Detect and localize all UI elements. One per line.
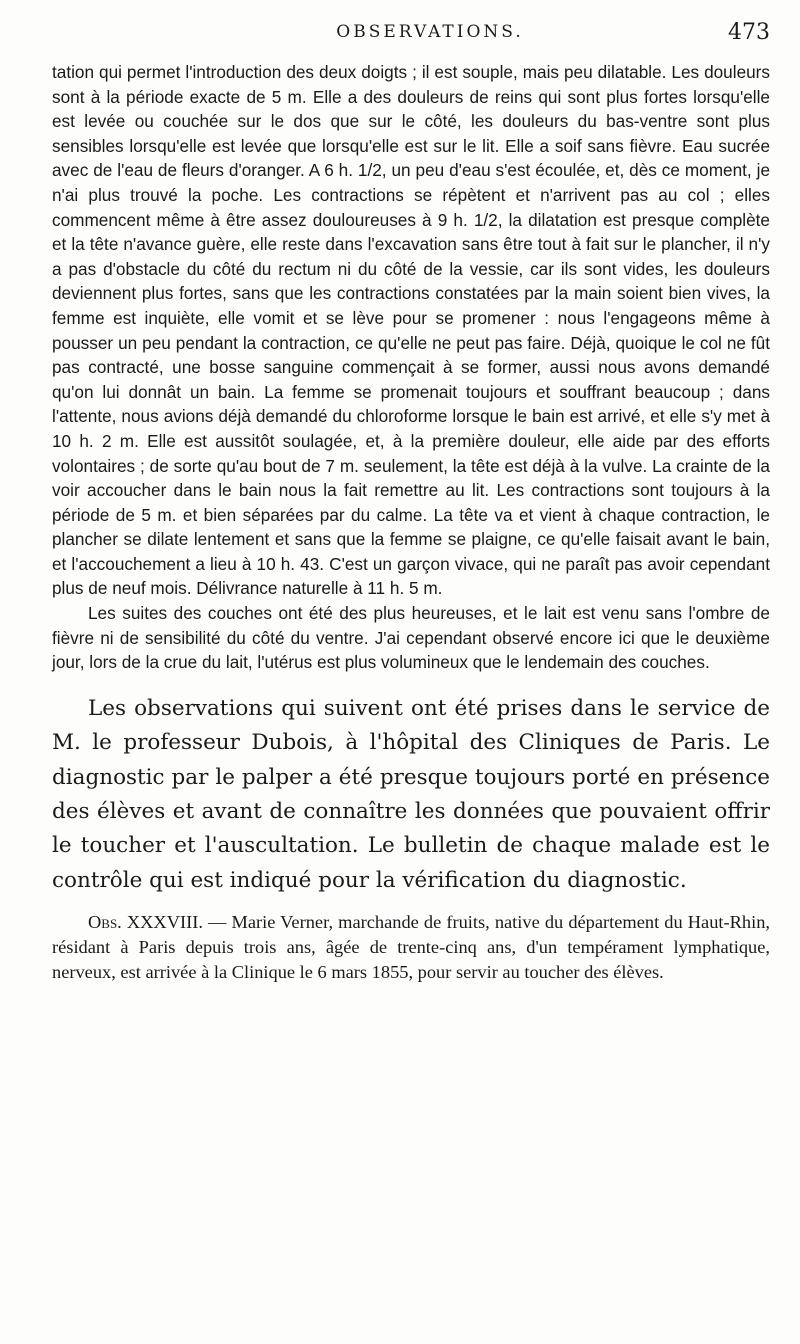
paragraph-observation-38 — [52, 910, 770, 985]
running-title: OBSERVATIONS. — [336, 22, 524, 42]
page-number: 473 — [728, 20, 770, 45]
paragraph-suites-couches: Les suites des couches ont été des plus heureuses, et le lait est venu sans l'ombre de fièvre ni de sensibilité du côté du ventre. J'ai cependant observé encore ici que le deuxième jour, lors de la crue du lait, l'utérus est plus volumineux que le lendemain des couches. — [52, 603, 770, 673]
page-header — [90, 20, 770, 56]
observation-text: — Marie Verner, marchande de fruits, native du département du Haut-Rhin, résidant à Paris depuis trois ans, âgée de trente-cinq ans, d'un tempérament lymphatique, nerveux, est arrivée à la Clinique le 6 mars 1855, pour servir au toucher des élèves. — [52, 912, 770, 983]
paragraph-introduction-observations: Les observations qui suivent ont été prises dans le service de M. le professeur Dubois, à l'hôpital des Cliniques de Paris. Le diagnostic par le palper a été presque toujours porté en présence des élèves et avant de connaître les données que pouvaient offrir le toucher et l'auscultation. Le bulletin de chaque malade est le contrôle qui est indiqué pour la vérification du diagnostic. — [52, 695, 770, 893]
body-text — [52, 60, 770, 985]
observation-label: Obs. XXXVIII. — [88, 912, 203, 933]
paragraph-continuation: tation qui permet l'introduction des deux doigts ; il est souple, mais peu dilatable. Les douleurs sont à la période exacte de 5 m. Elle a des douleurs de reins qui sont plus fortes lorsqu'elle est levée ou couchée sur le dos que sur le côté, les douleurs du bas-ventre sont plus sensibles lorsqu'elle est levée que lorsqu'elle est sur le lit. Elle a soif sans fièvre. Eau sucrée avec de l'eau de fleurs d'oranger. A 6 h. 1/2, un peu d'eau s'est écoulée, et, dès ce moment, je n'ai plus trouvé la poche. Les contractions se répètent et n'arrivent pas au col ; elles commencent même à être assez douloureuses à 9 h. 1/2, la dilatation est presque complète et la tête n'avance guère, elle reste dans l'excavation sans être tout à fait sur le plancher, il n'y a pas d'obstacle du côté du rectum ni du côté de la vessie, car ils sont vides, les douleurs deviennent plus fortes, sans que les contractions constatées par la main soient bien vives, la femme est inquiète, elle vomit et se lève pour se promener : nous l'engageons même à pousser un peu pendant la contraction, ce qu'elle ne peut pas faire. Déjà, quoique le col ne fût pas contracté, une bosse sanguine commençait à se former, aussi nous avons demandé qu'on lui donnât un bain. La femme se promenait toujours et souffrant beaucoup ; dans l'attente, nous avions déjà demandé du chloroforme lorsque le bain est arrivé, et elle s'y met à 10 h. 2 m. Elle est aussitôt soulagée, et, à la première douleur, elle aide par des efforts volontaires ; de sorte qu'au bout de 7 m. seulement, la tête est déjà à la vulve. La crainte de la voir accoucher dans le bain nous la fait remettre au lit. Les contractions sont toujours à la période de 5 m. et bien séparées par du calme. La tête va et vient à chaque contraction, le plancher se dilate lentement et sans que la femme se plaigne, ce qu'elle faisait avant le bain, et l'accouchement a lieu à 10 h. 43. C'est un garçon vivace, qui ne paraît pas avoir cependant plus de neuf mois. Délivrance naturelle à 11 h. 5 m. — [52, 62, 770, 599]
